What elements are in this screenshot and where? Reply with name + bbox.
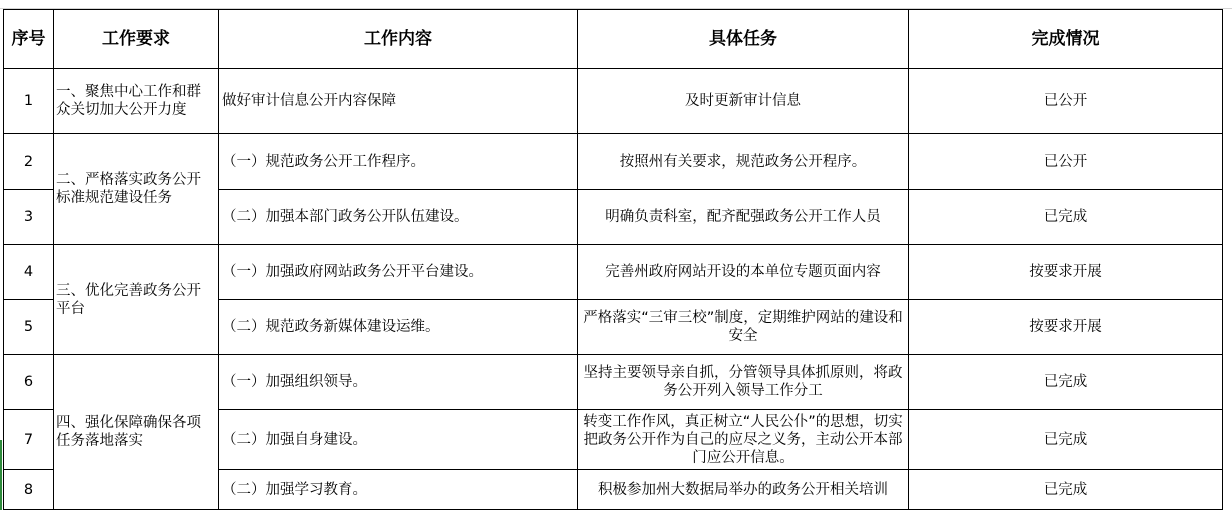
disclosure-table [3, 9, 1223, 510]
header-index[interactable]: 序号 [4, 10, 54, 69]
table-row [4, 69, 1223, 134]
cell-index[interactable]: 8 [4, 470, 54, 510]
cell-status[interactable]: 已公开 [909, 134, 1223, 190]
header-status[interactable]: 完成情况 [909, 10, 1223, 69]
cell-task[interactable]: 按照州有关要求，规范政务公开程序。 [578, 134, 909, 190]
cell-requirement[interactable]: 四、强化保障确保各项任务落地落实 [54, 355, 219, 510]
cell-index[interactable]: 5 [4, 300, 54, 355]
cell-task[interactable]: 及时更新审计信息 [578, 69, 909, 134]
cell-index[interactable]: 2 [4, 134, 54, 190]
cell-index[interactable]: 3 [4, 190, 54, 245]
header-requirement[interactable]: 工作要求 [54, 10, 219, 69]
cell-task[interactable]: 转变工作作风，真正树立“人民公仆”的思想，切实把政务公开作为自己的应尽之义务，主动公开本部门应公开信息。 [578, 410, 909, 470]
cell-status[interactable]: 按要求开展 [909, 300, 1223, 355]
header-content[interactable]: 工作内容 [219, 10, 578, 69]
cell-task[interactable]: 明确负责科室，配齐配强政务公开工作人员 [578, 190, 909, 245]
row-selection-indicator [0, 440, 2, 510]
cell-content[interactable]: （一）加强政府网站政务公开平台建设。 [219, 245, 578, 300]
cell-status[interactable]: 按要求开展 [909, 245, 1223, 300]
cell-task[interactable]: 严格落实“三审三校”制度，定期维护网站的建设和安全 [578, 300, 909, 355]
cell-content[interactable]: （二）规范政务新媒体建设运维。 [219, 300, 578, 355]
cell-status[interactable]: 已完成 [909, 470, 1223, 510]
cell-index[interactable]: 7 [4, 410, 54, 470]
cell-status[interactable]: 已公开 [909, 69, 1223, 134]
cell-content[interactable]: （二）加强自身建设。 [219, 410, 578, 470]
table-row [4, 134, 1223, 190]
cell-status[interactable]: 已完成 [909, 410, 1223, 470]
cell-task[interactable]: 完善州政府网站开设的本单位专题页面内容 [578, 245, 909, 300]
cell-index[interactable]: 1 [4, 69, 54, 134]
cell-requirement[interactable]: 一、聚焦中心工作和群众关切加大公开力度 [54, 69, 219, 134]
header-row [4, 10, 1223, 69]
cell-content[interactable]: （二）加强学习教育。 [219, 470, 578, 510]
cell-requirement[interactable]: 三、优化完善政务公开平台 [54, 245, 219, 355]
cell-task[interactable]: 积极参加州大数据局举办的政务公开相关培训 [578, 470, 909, 510]
cell-content[interactable]: （二）加强本部门政务公开队伍建设。 [219, 190, 578, 245]
column-header-strip [0, 0, 1232, 9]
cell-index[interactable]: 6 [4, 355, 54, 410]
cell-status[interactable]: 已完成 [909, 190, 1223, 245]
cell-content[interactable]: 做好审计信息公开内容保障 [219, 69, 578, 134]
cell-status[interactable]: 已完成 [909, 355, 1223, 410]
cell-index[interactable]: 4 [4, 245, 54, 300]
header-task[interactable]: 具体任务 [578, 10, 909, 69]
cell-content[interactable]: （一）加强组织领导。 [219, 355, 578, 410]
cell-task[interactable]: 坚持主要领导亲自抓，分管领导具体抓原则，将政务公开列入领导工作分工 [578, 355, 909, 410]
table-row [4, 355, 1223, 410]
table-row [4, 245, 1223, 300]
cell-requirement[interactable]: 二、严格落实政务公开标准规范建设任务 [54, 134, 219, 245]
cell-content[interactable]: （一）规范政务公开工作程序。 [219, 134, 578, 190]
